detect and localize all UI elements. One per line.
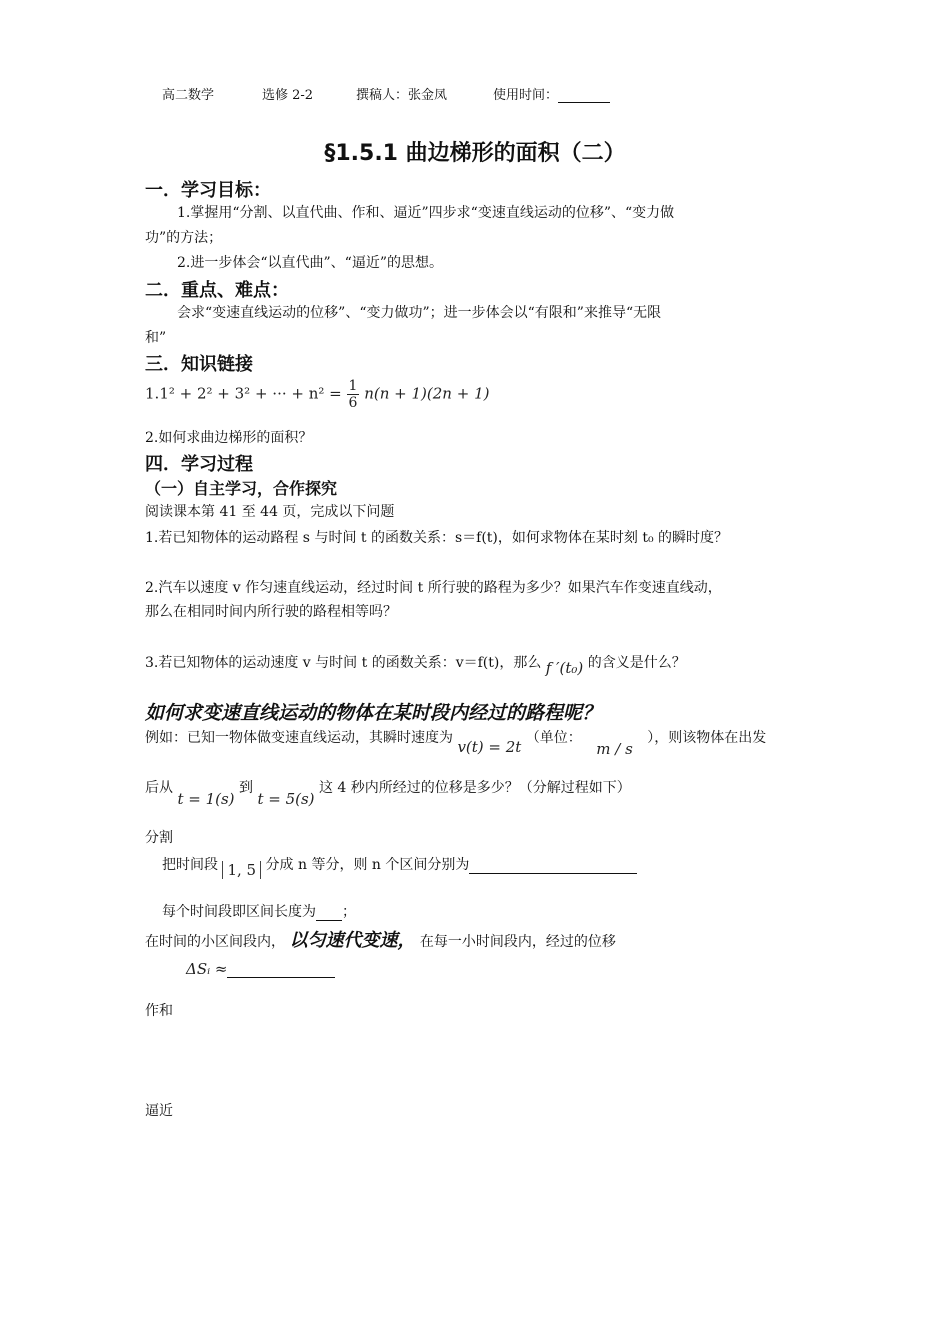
- formula-eq: =: [329, 384, 342, 403]
- sum-formula: [145, 378, 489, 411]
- delta-blank[interactable]: [227, 969, 335, 978]
- unit-formula: m / s: [596, 740, 633, 758]
- time-blank[interactable]: [558, 88, 610, 103]
- section3-heading: 三．知识链接: [145, 354, 253, 375]
- length-blank[interactable]: [316, 906, 342, 921]
- example-to: 到: [238, 780, 253, 796]
- section4-heading: 四．学习过程: [145, 454, 253, 475]
- step-sum: 作和: [145, 1003, 173, 1019]
- approx-emphasis: 以匀速代变速，: [289, 930, 416, 951]
- fraction-denominator: 6: [348, 395, 358, 411]
- question-1: 1.若已知物体的运动路程 s 与时间 t 的函数关系：s＝f(t)，如何求物体在某时刻 t₀ 的瞬时度？: [145, 530, 729, 546]
- section3-q2: 2.如何求曲边梯形的面积？: [145, 430, 313, 446]
- length-line: [162, 901, 356, 921]
- unit-b: ），则该物体在出发: [647, 730, 767, 746]
- approx-a: 在时间的小区间段内，: [145, 934, 285, 950]
- t2-formula: t = 5(s): [257, 790, 315, 808]
- length-label: 每个时间段即区间长度为: [162, 904, 316, 920]
- example-line1: [145, 727, 767, 758]
- question-3: [145, 652, 686, 677]
- unit-a: （单位：: [525, 730, 582, 746]
- header-time-label: 使用时间：: [493, 88, 559, 103]
- section2-heading: 二．重点、难点：: [145, 280, 289, 301]
- step-limit: 逼近: [145, 1103, 173, 1119]
- length-end: ；: [342, 904, 356, 920]
- page-title: §1.5.1 曲边梯形的面积（二）: [324, 141, 626, 166]
- delta-line: [186, 960, 335, 978]
- formula-prefix: 1.: [145, 384, 160, 403]
- section4-sub1: （一）自主学习，合作探究: [145, 479, 338, 498]
- question-3a: 3.若已知物体的运动速度 v 与时间 t 的函数关系：v＝f(t)，那么: [145, 655, 542, 671]
- header-book: 选修 2-2: [262, 88, 314, 103]
- section2-line1b: 和”: [145, 330, 167, 346]
- question-2b: 那么在相同时间内所行驶的路程相等吗？: [145, 604, 397, 620]
- interval-bracket: 1, 5: [222, 861, 261, 879]
- velocity-formula: v(t) = 2t: [457, 738, 522, 756]
- approx-b: 在每一小时间段内，经过的位移: [419, 934, 616, 950]
- approx-line: [145, 926, 616, 952]
- q3-formula: f ′(t₀): [545, 659, 584, 677]
- formula-lhs: 1² + 2² + 3² + ··· + n²: [159, 384, 325, 403]
- section1-line1b: 功”的方法；: [145, 230, 223, 246]
- section1-line2: 2.进一步体会“以直代曲”、“逼近”的思想。: [177, 255, 443, 271]
- formula-rhs: n(n + 1)(2n + 1): [364, 384, 490, 403]
- example-b: 后从: [145, 780, 173, 796]
- split-a: 把时间段: [162, 857, 218, 873]
- fraction-numerator: 1: [348, 378, 358, 394]
- step-split: 分割: [145, 830, 173, 846]
- split-b: 分成 n 等分，则 n 个区间分别为: [265, 857, 470, 873]
- example-line2: [145, 777, 631, 808]
- t1-formula: t = 1(s): [177, 790, 235, 808]
- question-2a: 2.汽车以速度 v 作匀速直线运动，经过时间 t 所行驶的路程为多少？如果汽车作变速直线动，: [145, 580, 722, 596]
- example-a: 例如：已知一物体做变速直线运动，其瞬时速度为: [145, 730, 453, 746]
- question-3b: 的含义是什么？: [587, 655, 686, 671]
- header-author: 撰稿人：张金凤: [356, 88, 448, 103]
- header-time: [493, 84, 610, 103]
- read-instruction: 阅读课本第 41 至 44 页，完成以下问题: [145, 504, 395, 520]
- section2-line1: 会求“变速直线运动的位移”、“变力做功”；进一步体会以“有限和”来推导“无限: [177, 305, 662, 321]
- main-question: 如何求变速直线运动的物体在某时段内经过的路程呢？: [145, 702, 602, 724]
- formula-fraction: [347, 378, 360, 411]
- header-subject: 高二数学: [162, 88, 215, 103]
- section1-heading: 一．学习目标：: [145, 180, 271, 201]
- section1-line1: 1.掌握用“分割、以直代曲、作和、逼近”四步求“变速直线运动的位移”、“变力做: [177, 205, 675, 221]
- delta-formula: ΔSᵢ ≈: [186, 960, 228, 978]
- split-line: [162, 854, 637, 879]
- intervals-blank[interactable]: [469, 859, 637, 874]
- example-c: 这 4 秒内所经过的位移是多少？（分解过程如下）: [318, 780, 631, 796]
